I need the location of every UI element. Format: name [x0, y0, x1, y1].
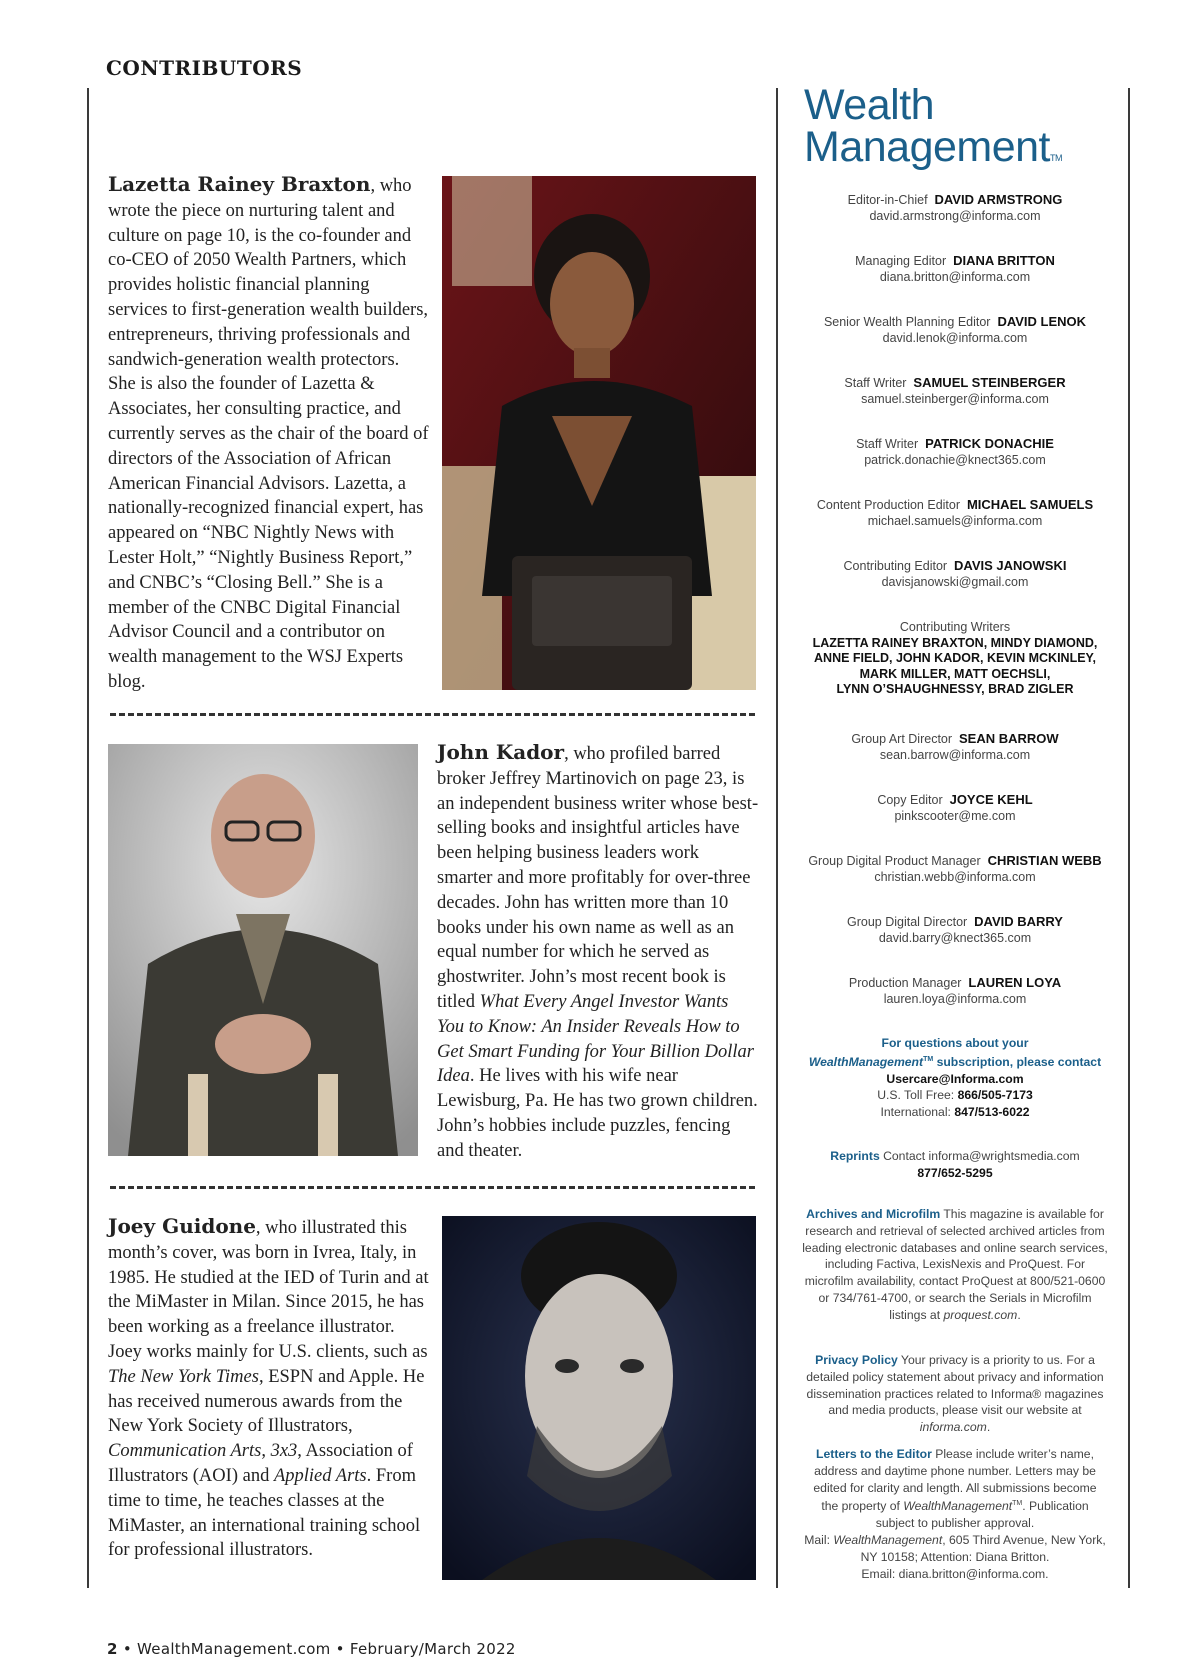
- publication: Communication Arts: [108, 1441, 262, 1462]
- subscription-email[interactable]: Usercare@Informa.com: [886, 1071, 1024, 1086]
- portrait-joey: [442, 1216, 756, 1580]
- reprints-info: Reprints Contact informa@wrightsmedia.com 877/652-5295: [830, 1149, 1080, 1180]
- footer-site: WealthManagement.com: [137, 1640, 331, 1658]
- logo-line-1: Wealth: [804, 81, 935, 129]
- publication: Applied Arts: [273, 1465, 367, 1486]
- column-rule-right: [1128, 88, 1130, 1588]
- bio-text: , who wrote the piece on nurturing talent and culture on page 10, is the co-founder and co-CEO of 2050 Wealth Partners, which provides holistic financial planning services to first-generation wealth builders, entrepreneurs, thriving professionals and sandwich-generation wealth protectors. She is also the founder of Lazetta & Associates, her consulting practice, and currently serves as the chair of the board of directors of the Association of African American Financial Advisors. Lazetta, a nationally-recognized financial expert, has appeared on “NBC Nightly News with Lester Holt,” “Nightly Business Report,” and CNBC’s “Closing Bell.” She is a member of the CNBC Digital Financial Advisor Council and a contributor on wealth management to the WSJ Experts blog.: [108, 176, 429, 692]
- bio-text: , Association of Illustrators (AOI) and: [108, 1441, 413, 1486]
- staff-entry: Group Digital Product Manager CHRISTIAN WEBB christian.webb@informa.com: [808, 853, 1102, 884]
- bio-text: , who illustrated this month’s cover, was born in Ivrea, Italy, in 1985. He studied at the IED of Turin and at the MiMaster in Milan. Since 2015, he has been working as a freelance illustrator. Joey works mainly for U.S. clients, such as: [108, 1218, 429, 1362]
- footer-issue: February/March 2022: [349, 1640, 516, 1658]
- bio-joey: [108, 1214, 430, 1563]
- logo-trademark: TM: [1050, 153, 1062, 163]
- staff-entry: Group Digital Director DAVID BARRY david.barry@knect365.com: [847, 914, 1063, 945]
- bio-name: Lazetta Rainey Braxton: [108, 172, 371, 196]
- bio-text: ,: [261, 1441, 271, 1462]
- bio-lazetta: [108, 172, 430, 695]
- divider: [110, 1186, 755, 1189]
- bio-name: John Kador: [437, 740, 565, 764]
- page-footer: 2 • WealthManagement.com • February/March 2022: [107, 1640, 516, 1658]
- bio-text: , who profiled barred broker Jeffrey Martinovich on page 23, is an independent business writer whose best-selling books and insightful articles have been helping business leaders work smarter and more profitably for over-three decades. John has written more than 10 books under his own name as well as an equal number for which he served as ghostwriter. John’s most recent book is titled: [437, 744, 759, 1012]
- letters-info: Letters to the Editor Please include writer’s name, address and daytime phone number. Letters may be edited for clarity and length. All submissions become the property of WealthManagement™. Publication subject to publisher approval. Mail: WealthManagement, 605 Third Avenue, New York, NY 10158; Attention: Diana Britton. Email: diana.britton@informa.com.: [804, 1447, 1106, 1581]
- logo-line-2: Management: [804, 123, 1050, 171]
- staff-entry: Content Production Editor MICHAEL SAMUELS michael.samuels@informa.com: [816, 497, 1094, 528]
- subscription-info: For questions about your WealthManagement™ subscription, please contact Usercare@Informa.com U.S. Toll Free: 866/505-7173 International: 847/513-6022: [808, 1036, 1102, 1120]
- staff-entry: Staff Writer PATRICK DONACHIE patrick.donachie@knect365.com: [856, 436, 1054, 467]
- bio-text: . From time to time, he teaches classes at the MiMaster, an international training school for professional illustrators.: [108, 1465, 421, 1561]
- staff-entry: Managing Editor DIANA BRITTON diana.britton@informa.com: [855, 253, 1055, 284]
- archives-info: Archives and Microfilm This magazine is available for research and retrieval of selected archived articles from leading electronic databases and online search services, including Factiva, LexisNexis and ProQuest. For microfilm availability, contact ProQuest at 800/521-0600 or 734/761-4700, or search the Serials in Microfilm listings at proquest.com.: [802, 1207, 1108, 1322]
- staff-entry: Copy Editor JOYCE KEHL pinkscooter@me.com: [877, 792, 1033, 823]
- bio-john: [437, 740, 759, 1164]
- divider: [110, 713, 755, 716]
- bio-text: . He lives with his wife near Lewisburg, Pa. He has two grown children. John’s hobbies include puzzles, fencing and theater.: [437, 1066, 758, 1161]
- portrait-lazetta: [442, 176, 756, 690]
- section-title: CONTRIBUTORS: [106, 56, 303, 80]
- writers-label: Contributing Writers: [899, 620, 1011, 634]
- publication: The New York Times: [108, 1366, 259, 1387]
- page-number: 2: [107, 1640, 118, 1658]
- portrait-john: [108, 744, 418, 1156]
- staff-entry: Staff Writer SAMUEL STEINBERGER samuel.steinberger@informa.com: [844, 375, 1066, 406]
- privacy-info: Privacy Policy Your privacy is a priority to us. For a detailed policy statement about privacy and information dissemination practices related to Informa® magazines and media products, please visit our website at informa.com.: [806, 1353, 1104, 1435]
- publication: 3x3: [270, 1441, 298, 1462]
- staff-entry: Group Art Director SEAN BARROW sean.barrow@informa.com: [851, 731, 1059, 762]
- staff-entry: Contributing Editor DAVIS JANOWSKI davisjanowski@gmail.com: [843, 558, 1067, 589]
- contributing-writers: Contributing Writers LAZETTA RAINEY BRAXTON, MINDY DIAMOND, ANNE FIELD, JOHN KADOR, KEVIN MCKINLEY, MARK MILLER, MATT OECHSLI, LYNN O’SHAUGHNESSY, BRAD ZIGLER: [812, 620, 1098, 696]
- staff-entry: Senior Wealth Planning Editor DAVID LENOK david.lenok@informa.com: [823, 314, 1087, 345]
- wealth-management-logo: [804, 81, 1062, 179]
- column-rule-middle: [776, 88, 778, 1588]
- staff-entry: Production Manager LAUREN LOYA lauren.loya@informa.com: [848, 975, 1062, 1006]
- column-rule-left: [87, 88, 89, 1588]
- bio-text: , ESPN and Apple. He has received numerous awards from the New York Society of Illustrators,: [108, 1366, 425, 1437]
- bio-name: Joey Guidone: [108, 1214, 256, 1238]
- staff-entry: Editor-in-Chief DAVID ARMSTRONG david.armstrong@informa.com: [847, 192, 1063, 223]
- book-title: What Every Angel Investor Wants You to Know: An Insider Reveals How to Get Smart Funding for Your Billion Dollar Idea: [437, 991, 754, 1087]
